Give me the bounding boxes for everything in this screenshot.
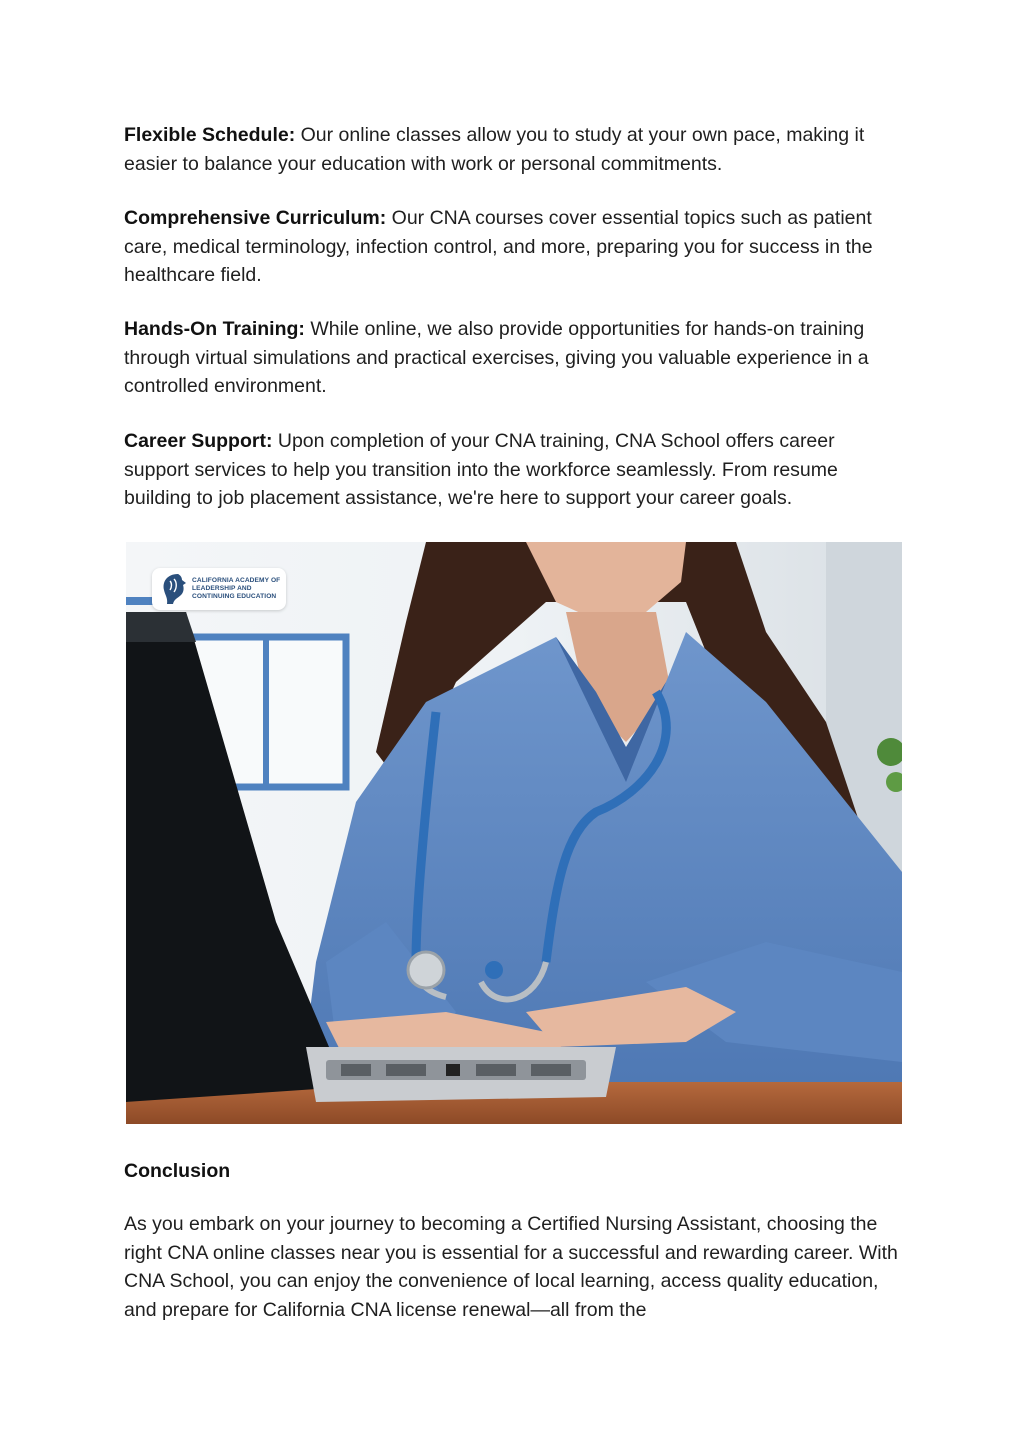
logo-line: CONTINUING EDUCATION	[192, 593, 277, 600]
nurse-laptop-photo	[126, 542, 902, 1124]
paragraph-career-support	[124, 427, 904, 513]
logo-line: CALIFORNIA ACADEMY OF	[192, 577, 281, 584]
academy-logo	[152, 568, 286, 610]
paragraph-body: While online, we also provide opportunities for hands-on training through virtual simulations and practical exercises, giving you valuable experience in a controlled environment.	[124, 318, 869, 397]
conclusion-paragraph: As you embark on your journey to becoming a Certified Nursing Assistant, choosing the right CNA online classes near you is essential for a successful and rewarding career. With CNA School, you can enjoy the convenience of local learning, access quality education, and prepare for California CNA license renewal—all from the	[124, 1213, 898, 1321]
paragraph-flexible-schedule	[124, 121, 904, 178]
paragraph-heading: Career Support:	[124, 430, 273, 452]
paragraph-body: Upon completion of your CNA training, CNA School offers career support services to help you transition into the workforce seamlessly. From resume building to job placement assistance, we're here to support your career goals.	[124, 430, 838, 509]
paragraph-comprehensive-curriculum	[124, 204, 904, 290]
paragraph-body: Our online classes allow you to study at your own pace, making it easier to balance your education with work or personal commitments.	[124, 124, 865, 175]
photo-illustration	[126, 542, 902, 1124]
paragraph-heading: Comprehensive Curriculum:	[124, 207, 387, 229]
paragraph-body: Our CNA courses cover essential topics such as patient care, medical terminology, infection control, and more, preparing you for success in the healthcare field.	[124, 207, 873, 286]
paragraph-heading: Flexible Schedule:	[124, 124, 296, 146]
conclusion-heading: Conclusion	[124, 1160, 231, 1182]
paragraph-heading: Hands-On Training:	[124, 318, 305, 340]
logo-line: LEADERSHIP AND	[192, 585, 252, 592]
head-profile-icon	[158, 571, 188, 607]
academy-logo-text	[192, 577, 280, 601]
paragraph-hands-on-training	[124, 315, 904, 401]
